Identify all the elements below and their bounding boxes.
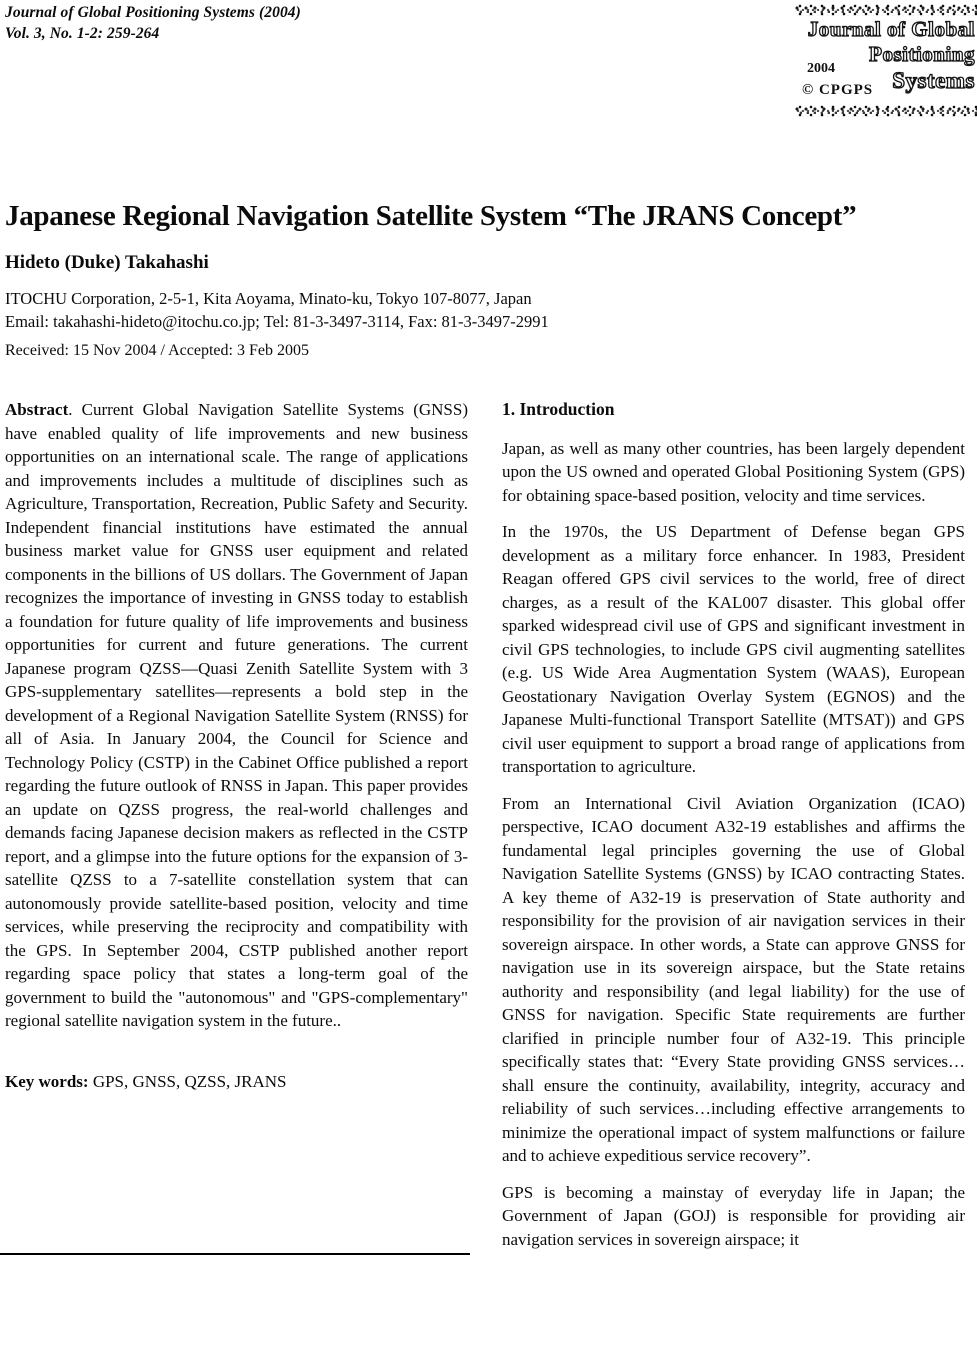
logo-ornament-top <box>795 4 977 16</box>
abstract-label: Abstract <box>5 400 69 419</box>
abstract-body: . Current Global Navigation Satellite Systems (GNSS) have enabled quality of life improvements and new business opportunities on an international scale. The range of applications and improvements includes a multitude of disciplines such as Agriculture, Transportation, Recreation, Public Safety and Security. Independent financial institutions have estimated the annual business market value for GNSS user equipment and related components in the billions of US dollars. The Government of Japan recognizes the importance of investing in GNSS today to establish a foundation for future quality of life improvements and business opportunities for current and future generations. The current Japanese program QZSS—Quasi Zenith Satellite System with 3 GPS-supplementary satellites—represents a bold step in the development of a Regional Navigation Satellite System (RNSS) for all of Asia. In January 2004, the Council for Science and Technology Policy (CSTP) in the Cabinet Office published a report regarding the future outlook of RNSS in Japan. This paper provides an update on QZSS progress, the real-world challenges and demands facing Japanese decision makers as reflected in the CSTP report, and a glimpse into the future options for the expansion of 3-satellite QZSS to a 7-satellite constellation system that can autonomously provide satellite-based position, velocity and time services, while preserving the reciprocity and compatibility with the GPS. In September 2004, CSTP published another report regarding space policy that states a long-term goal of the government to build the "autonomous" and "GPS-complementary" regional satellite navigation system in the future.. <box>5 400 468 1030</box>
logo-title-line1: Journal of Global <box>807 17 975 41</box>
left-column <box>5 398 468 1093</box>
affiliation-line: ITOCHU Corporation, 2-5-1, Kita Aoyama, Minato-ku, Tokyo 107-8077, Japan <box>5 289 532 308</box>
contact-line: Email: takahashi-hideto@itochu.co.jp; Tel: 81-3-3497-3114, Fax: 81-3-3497-2991 <box>5 311 549 331</box>
footnote-rule <box>0 1253 470 1255</box>
logo-year: 2004 <box>807 61 835 76</box>
received-accepted-line: Received: 15 Nov 2004 / Accepted: 3 Feb 2005 <box>5 342 309 359</box>
abstract-paragraph <box>5 398 468 1033</box>
keywords-text: GPS, GNSS, QZSS, JRANS <box>88 1071 287 1091</box>
intro-paragraph-4: GPS is becoming a mainstay of everyday life in Japan; the Government of Japan (GOJ) is responsible for providing air navigation services in sovereign airspace; it <box>502 1182 965 1249</box>
right-column <box>502 398 965 1264</box>
page-title: Japanese Regional Navigation Satellite System “The JRANS Concept” <box>5 200 857 233</box>
intro-paragraph-1: Japan, as well as many other countries, has been largely dependent upon the US owned and operated Global Positioning System (GPS) for obtaining space-based position, velocity and time services. <box>502 438 965 505</box>
running-head <box>5 2 301 44</box>
logo-copyright: © CPGPS <box>802 82 874 98</box>
logo-ornament-bottom <box>795 105 977 117</box>
logo-title-line3: Systems <box>892 68 975 93</box>
journal-name-line: Journal of Global Positioning Systems (2004) <box>5 4 301 21</box>
logo-title-line2: Positioning <box>869 42 975 66</box>
intro-paragraph-3: From an International Civil Aviation Organization (ICAO) perspective, ICAO document A32-19 establishes and affirms the fundamental legal principles governing the use of Global Navigation Satellite Systems (GNSS) by ICAO contracting States. A key theme of A32-19 is preservation of State authority and responsibility for the provision of air navigation services in their sovereign airspace. In other words, a State can approve GNSS for navigation use in its sovereign airspace, but the State retains authority and responsibility (and legal liability) for the use of GNSS for navigation. Specific State requirements are further clarified in principle number four of A32-19. This principle specifically states that: “Every State providing GNSS services…shall ensure the continuity, availability, integrity, accuracy and reliability of such services…including effective arrangements to minimize the operational impact of system malfunctions or failure and to achieve expeditious service recovery”. <box>502 793 965 1165</box>
intro-paragraph-2: In the 1970s, the US Department of Defense began GPS development as a military force enhancer. In 1983, President Reagan offered GPS civil services to the world, free of direct charges, as a result of the KAL007 disaster. This global offer sparked widespread civil use of GPS and significant investment in civil GPS technologies, to include GPS civil augmenting satellites (e.g. US Wide Area Augmentation System (WAAS), European Geostationary Navigation Overlay System (EGNOS) and the Japanese Multi-functional Transport Satellite (MTSAT)) and GPS civil user equipment to support a broad range of applications from transportation to agriculture. <box>502 522 965 776</box>
keywords-label: Key words: <box>5 1071 89 1091</box>
author-affiliation <box>5 288 549 333</box>
keywords <box>5 1070 468 1094</box>
volume-line: Vol. 3, No. 1-2: 259-264 <box>5 25 160 42</box>
author-name: Hideto (Duke) Takahashi <box>5 252 209 273</box>
section-heading-introduction: 1. Introduction <box>502 399 615 419</box>
journal-logo <box>795 4 977 117</box>
